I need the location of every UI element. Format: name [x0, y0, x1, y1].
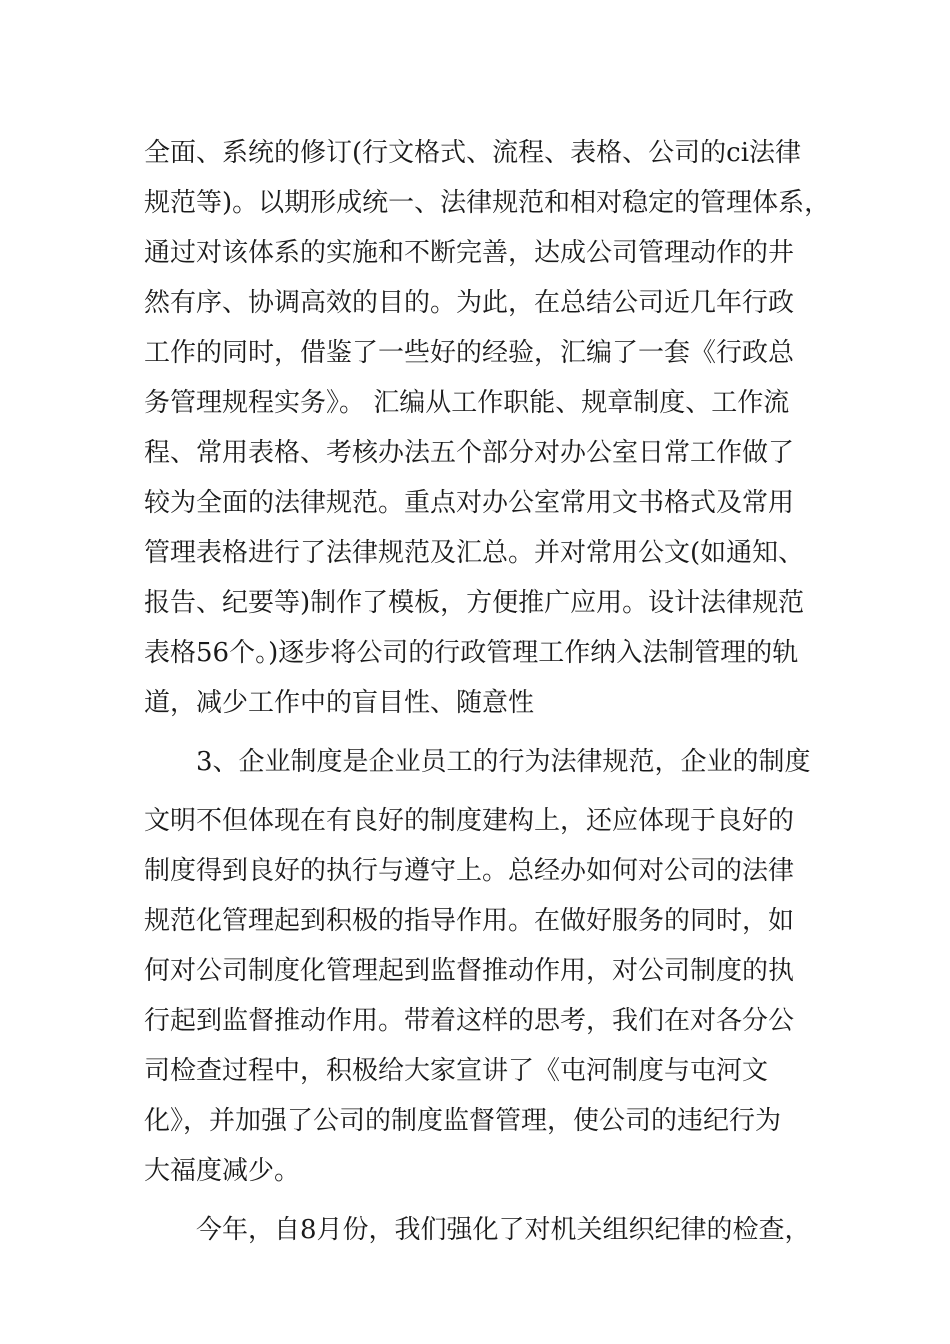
text-line: 管理表格进行了法律规范及汇总。并对常用公文(如通知、: [144, 538, 805, 568]
text-line: 3、企业制度是企业员工的行为法律规范，企业的制度: [196, 747, 811, 777]
text-line: 规范等)。以期形成统一、法律规范和相对稳定的管理体系，: [144, 188, 831, 218]
text-line: 表格56个。)逐步将公司的行政管理工作纳入法制管理的轨: [144, 638, 799, 668]
text-line: 较为全面的法律规范。重点对办公室常用文书格式及常用: [144, 488, 795, 518]
text-line: 全面、系统的修订(行文格式、流程、表格、公司的ci法律: [144, 138, 802, 168]
text-line: 司检查过程中，积极给大家宣讲了《屯河制度与屯河文: [144, 1056, 769, 1086]
text-line: 道，减少工作中的盲目性、随意性: [144, 688, 535, 718]
text-line: 报告、纪要等)制作了模板，方便推广应用。设计法律规范: [144, 588, 805, 618]
text-line: 化》，并加强了公司的制度监督管理，使公司的违纪行为: [144, 1106, 782, 1136]
text-line: 然有序、协调高效的目的。为此，在总结公司近几年行政: [144, 288, 795, 318]
text-line: 何对公司制度化管理起到监督推动作用，对公司制度的执: [144, 956, 795, 986]
text-line: 务管理规程实务》。 汇编从工作职能、规章制度、工作流: [144, 388, 790, 418]
text-line: 通过对该体系的实施和不断完善，达成公司管理动作的井: [144, 238, 795, 268]
text-line: 规范化管理起到积极的指导作用。在做好服务的同时，如: [144, 906, 795, 936]
text-line: 行起到监督推动作用。带着这样的思考，我们在对各分公: [144, 1006, 795, 1036]
paragraph-1: [144, 128, 831, 728]
paragraph-2: [144, 728, 824, 1196]
document-body: [144, 128, 831, 1264]
text-line: 大福度减少。: [144, 1156, 301, 1186]
text-line: 今年，自8月份，我们强化了对机关组织纪律的检查，: [196, 1215, 811, 1245]
text-line: 程、常用表格、考核办法五个部分对办公室日常工作做了: [144, 438, 795, 468]
text-line: 工作的同时，借鉴了一些好的经验，汇编了一套《行政总: [144, 338, 795, 368]
text-line: 文明不但体现在有良好的制度建构上，还应体现于良好的: [144, 806, 795, 836]
text-line: 制度得到良好的执行与遵守上。总经办如何对公司的法律: [144, 856, 795, 886]
paragraph-3: [144, 1196, 824, 1264]
